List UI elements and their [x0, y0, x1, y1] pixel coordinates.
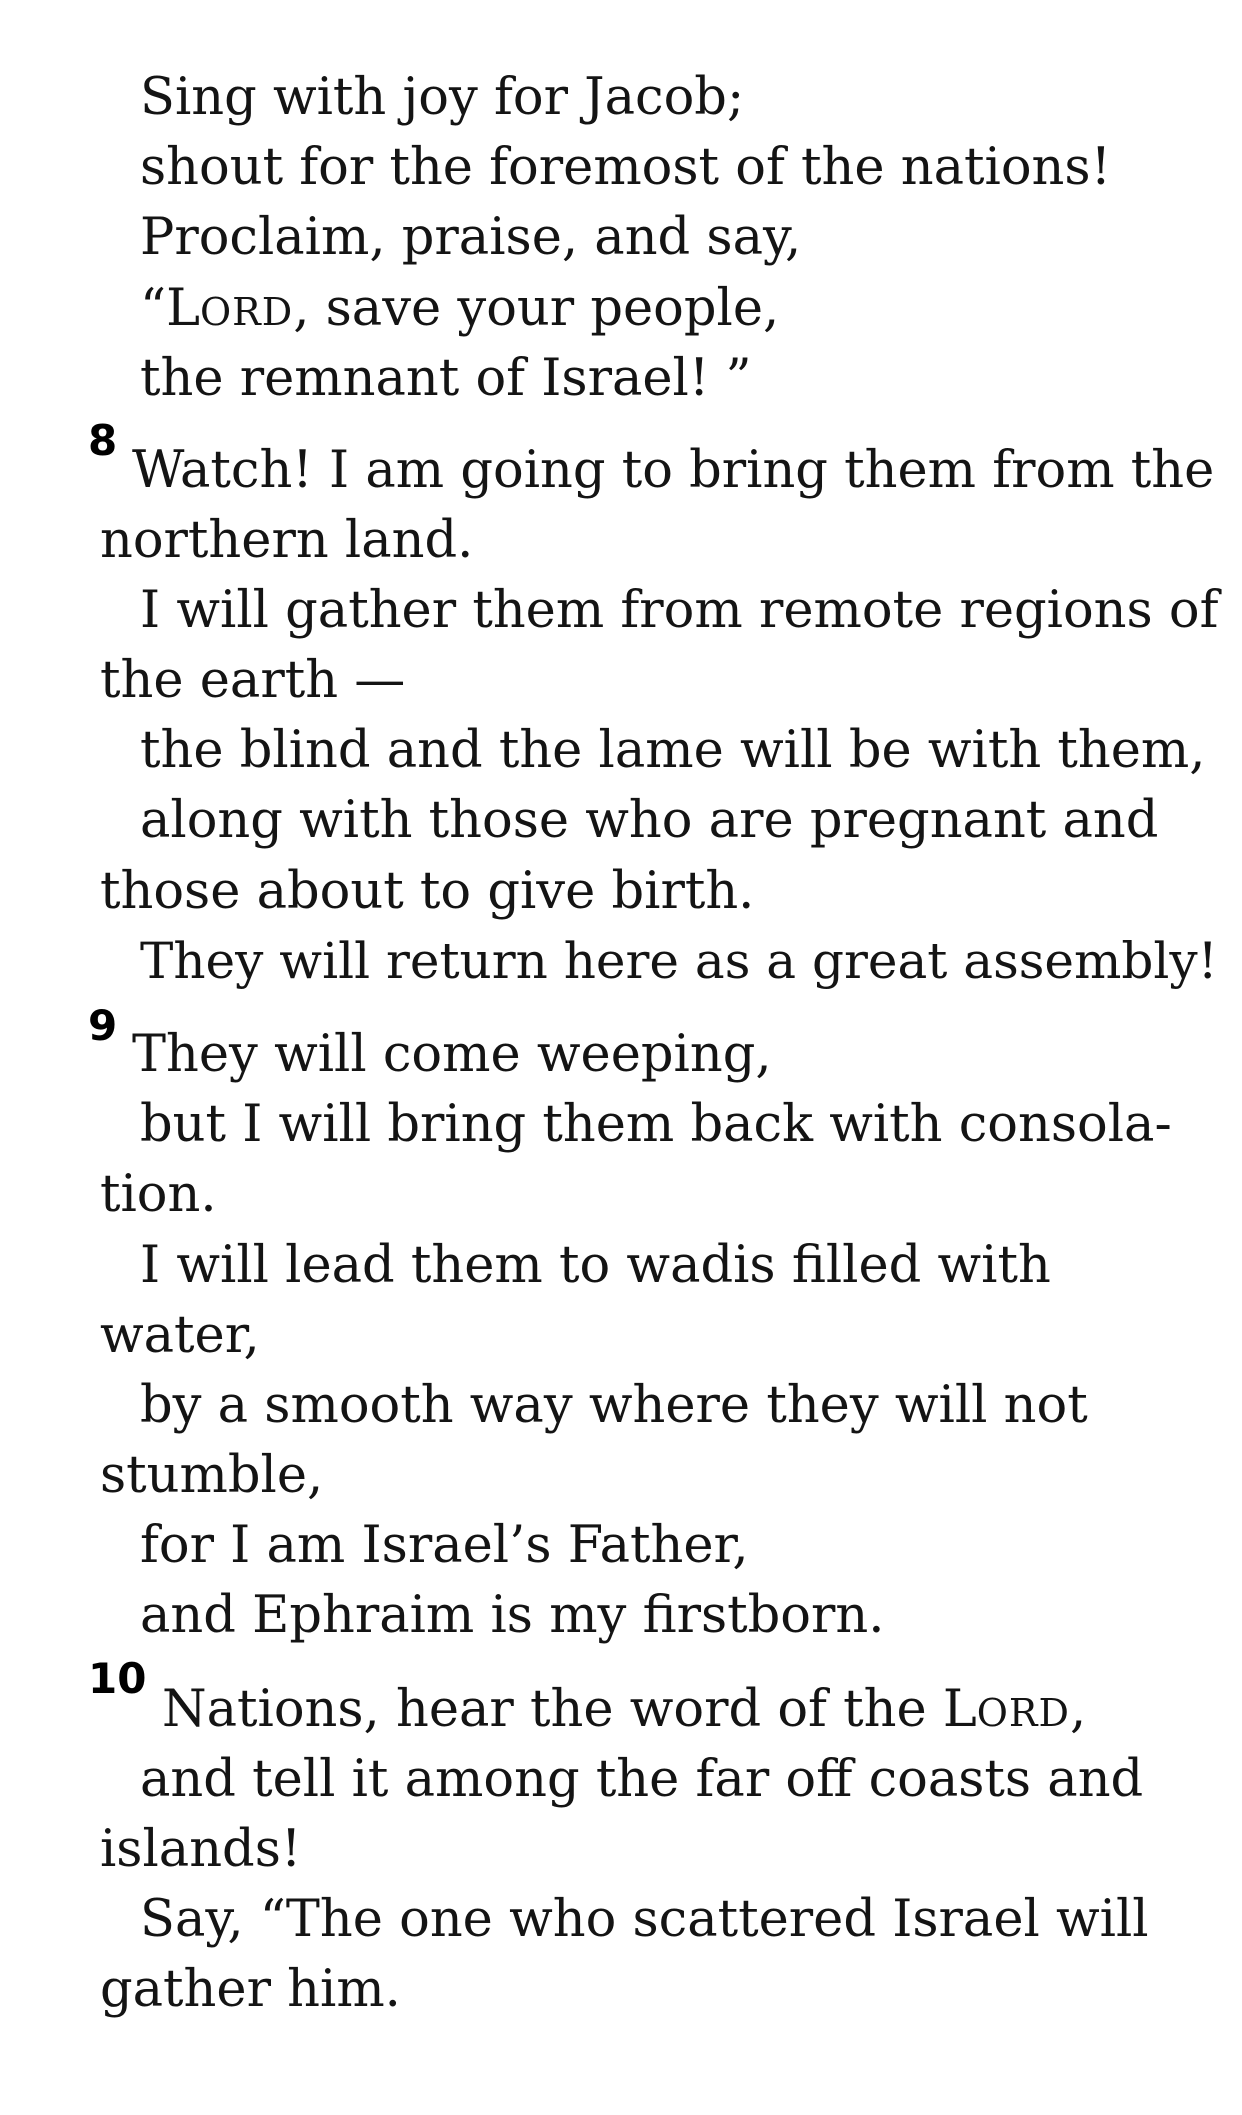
poetry-line: and Ephraim is my firstborn. — [140, 1586, 885, 1645]
poetry-line: They will come weeping, — [132, 1025, 772, 1084]
line-text-part: , — [1069, 1680, 1087, 1739]
poetry-line: along with those who are pregnant and — [140, 791, 1159, 850]
poetry-line: water, — [100, 1306, 260, 1365]
verse-number: 10 — [88, 1654, 147, 1703]
poetry-line: the earth — — [100, 651, 406, 710]
verse-number: 8 — [88, 416, 118, 465]
line-text-part: “L — [140, 279, 200, 338]
poetry-line: and tell it among the far off coasts and — [140, 1750, 1144, 1809]
poetry-line: northern land. — [100, 511, 474, 570]
poetry-line: those about to give birth. — [100, 862, 755, 921]
poetry-line: Sing with joy for Jacob; — [140, 68, 745, 127]
poetry-line: Say, “The one who scattered Israel will — [140, 1890, 1149, 1949]
poetry-line: gather him. — [100, 1960, 401, 2019]
verse-number: 9 — [88, 1001, 118, 1050]
poetry-line: They will return here as a great assembly! — [140, 932, 1218, 990]
poetry-line: but I will bring them back with consola- — [140, 1095, 1172, 1154]
poetry-line: tion. — [100, 1165, 217, 1224]
poetry-line: shout for the foremost of the nations! — [140, 138, 1112, 197]
poetry-line: Watch! I am going to bring them from the — [132, 441, 1215, 500]
poetry-line: the remnant of Israel! ” — [140, 349, 752, 408]
line-text-part: , save your people, — [293, 279, 780, 338]
line-text-part: Nations, hear the word of the L — [162, 1680, 977, 1739]
poetry-line: for I am Israel’s Father, — [140, 1516, 749, 1575]
poetry-line: by a smooth way where they will not — [140, 1376, 1088, 1435]
poetry-line: Proclaim, praise, and say, — [140, 208, 802, 267]
poetry-line — [162, 1680, 1087, 1739]
lord-small-caps: ORD — [199, 290, 294, 334]
poetry-line — [140, 279, 780, 338]
lord-small-caps: ORD — [976, 1691, 1070, 1735]
poetry-line: the blind and the lame will be with them, — [140, 721, 1206, 780]
poetry-line: islands! — [100, 1820, 302, 1879]
poetry-line: I will gather them from remote regions of — [140, 581, 1219, 640]
poetry-line: I will lead them to wadis filled with — [140, 1236, 1051, 1295]
poetry-line: stumble, — [100, 1446, 324, 1505]
